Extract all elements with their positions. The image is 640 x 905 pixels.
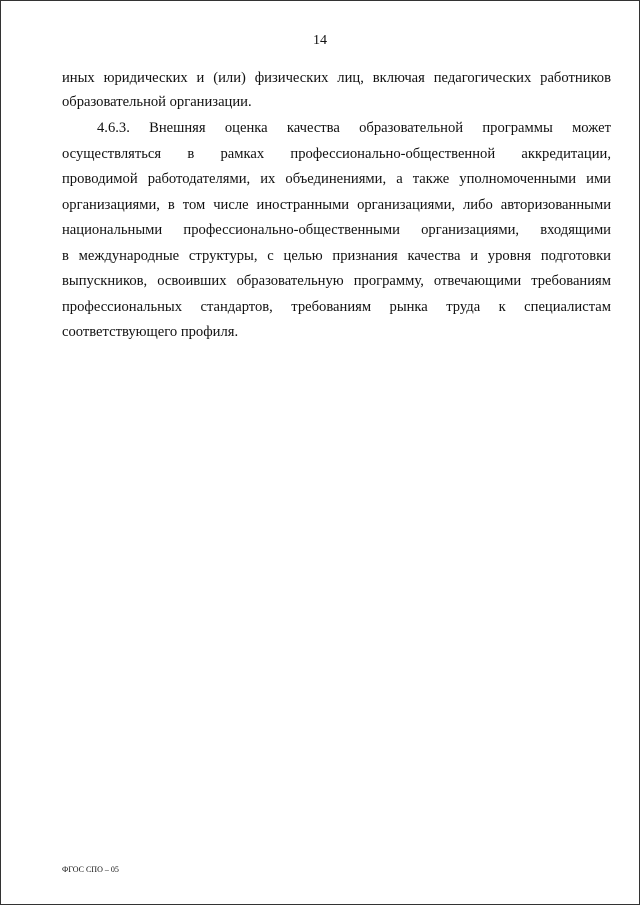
text-line: иных юридических и (или) физических лиц, включая педагогических работников [62, 70, 611, 86]
text-line: профессиональных стандартов, требованиям рынка труда к специалистам [62, 299, 611, 315]
text-line: соответствующего профиля. [62, 324, 239, 340]
text-line: осуществляться в рамках профессионально-общественной аккредитации, [62, 146, 611, 162]
text-line: образовательной организации. [62, 94, 252, 110]
text-line: национальными профессионально-общественными организациями, входящими [62, 222, 611, 238]
page-number: 14 [313, 33, 327, 48]
text-line: организациями, в том числе иностранными организациями, либо авторизованными [62, 197, 611, 213]
footer-code: ФГОС СПО – 05 [62, 865, 119, 874]
paragraph-start-line: 4.6.3. Внешняя оценка качества образовательной программы может [97, 120, 611, 136]
text-line: проводимой работодателями, их объединениями, а также уполномоченными ими [62, 171, 611, 187]
text-line: в международные структуры, с целью признания качества и уровня подготовки [62, 248, 611, 264]
text-line: выпускников, освоивших образовательную программу, отвечающими требованиям [62, 273, 611, 289]
